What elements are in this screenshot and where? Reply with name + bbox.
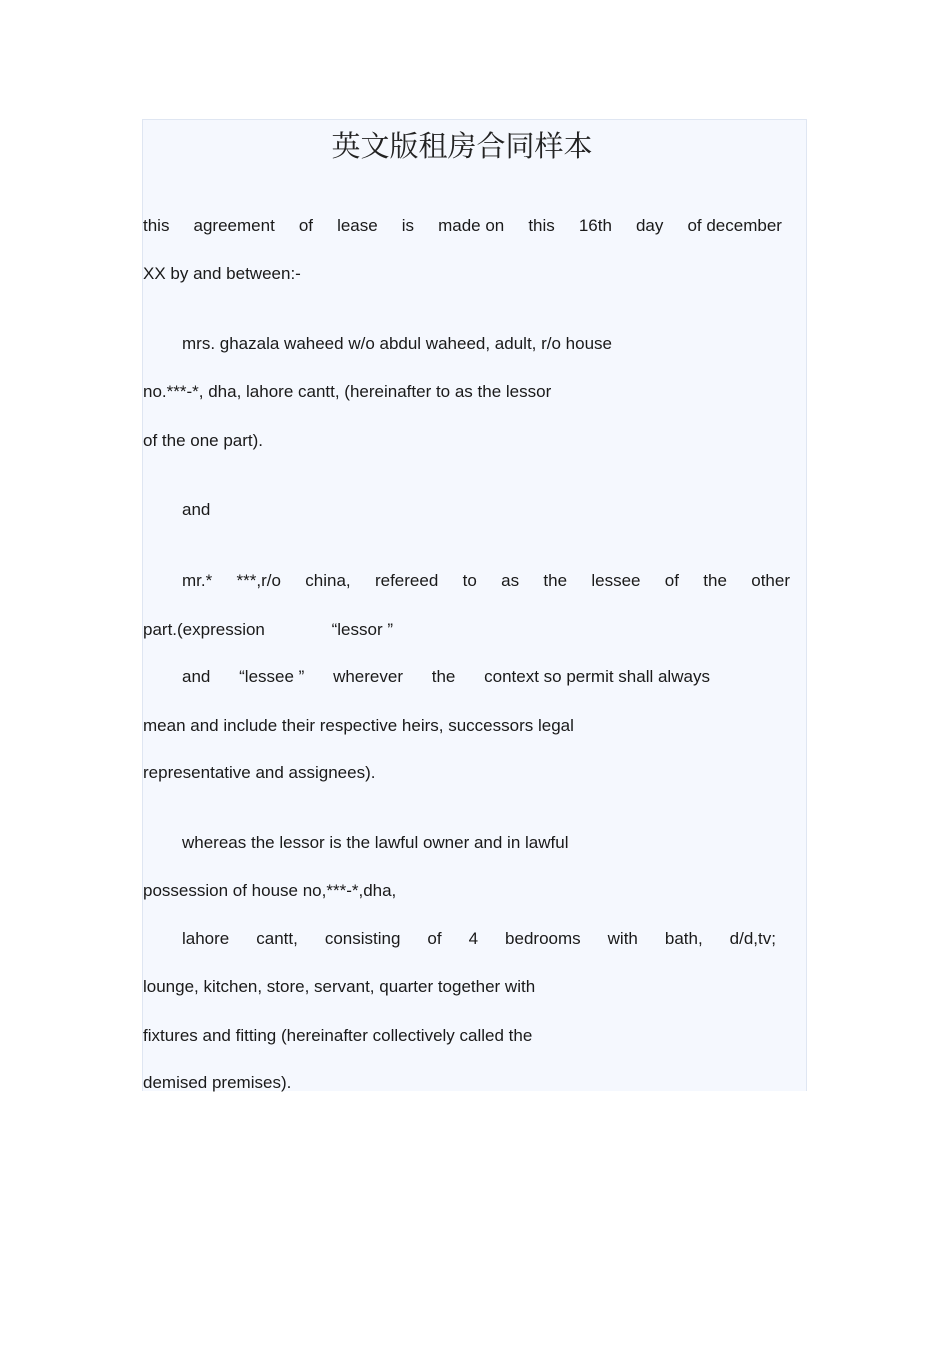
- word: lease: [337, 216, 378, 235]
- word: bedrooms: [505, 929, 581, 948]
- text-line-agreement: [143, 216, 782, 236]
- word: d/d,tv;: [729, 929, 776, 948]
- word: bath,: [664, 929, 703, 948]
- word: “lessee ”: [239, 667, 305, 686]
- word: this: [528, 216, 555, 235]
- word: the: [703, 571, 727, 590]
- word: the: [431, 667, 456, 686]
- word: as: [501, 571, 520, 590]
- text-line: and: [182, 500, 211, 519]
- text-line: mrs. ghazala waheed w/o abdul waheed, adult, r/o house: [182, 334, 612, 353]
- word: context so permit shall always: [484, 667, 710, 686]
- word: 16th: [578, 216, 612, 235]
- word: mr.*: [182, 571, 213, 590]
- word: with: [607, 929, 638, 948]
- text-line: lounge, kitchen, store, servant, quarter together with: [143, 977, 536, 996]
- word: refereed: [374, 571, 439, 590]
- text-line-expression: [143, 620, 393, 640]
- text-line-bedrooms: [182, 929, 776, 949]
- word: ***,r/o: [236, 571, 281, 590]
- text-line: fixtures and fitting (hereinafter collectively called the: [143, 1026, 533, 1045]
- word: day: [635, 216, 664, 235]
- text-line: mean and include their respective heirs, successors legal: [143, 716, 574, 735]
- word: the: [543, 571, 568, 590]
- word: is: [401, 216, 415, 235]
- word: lahore: [182, 929, 230, 948]
- word: of: [298, 216, 314, 235]
- word: 4: [468, 929, 479, 948]
- text-line: whereas the lessor is the lawful owner and in lawful: [182, 833, 569, 852]
- word: of december: [687, 216, 782, 235]
- word: this: [143, 216, 170, 235]
- word: and: [182, 667, 211, 686]
- text-line: XX by and between:-: [143, 264, 301, 283]
- word: part.(expression: [143, 620, 265, 639]
- document-title: 英文版租房合同样本: [331, 129, 593, 163]
- word: lessee: [591, 571, 641, 590]
- text-line: demised premises).: [143, 1073, 292, 1092]
- word: china,: [305, 571, 351, 590]
- text-line: of the one part).: [143, 431, 264, 450]
- word: of: [427, 929, 442, 948]
- word: other: [751, 571, 790, 590]
- word: to: [462, 571, 477, 590]
- text-line-lessee: [182, 571, 790, 591]
- text-line-context: [182, 667, 710, 687]
- text-line: no.***-*, dha, lahore cantt, (hereinafter to as the lessor: [143, 382, 552, 401]
- word: of: [664, 571, 679, 590]
- text-line: possession of house no,***-*,dha,: [143, 881, 397, 900]
- word: consisting: [324, 929, 401, 948]
- text-line: representative and assignees).: [143, 763, 376, 782]
- word: agreement: [193, 216, 275, 235]
- word: cantt,: [256, 929, 298, 948]
- word: made on: [438, 216, 505, 235]
- word: “lessor ”: [331, 620, 393, 639]
- word: wherever: [333, 667, 403, 686]
